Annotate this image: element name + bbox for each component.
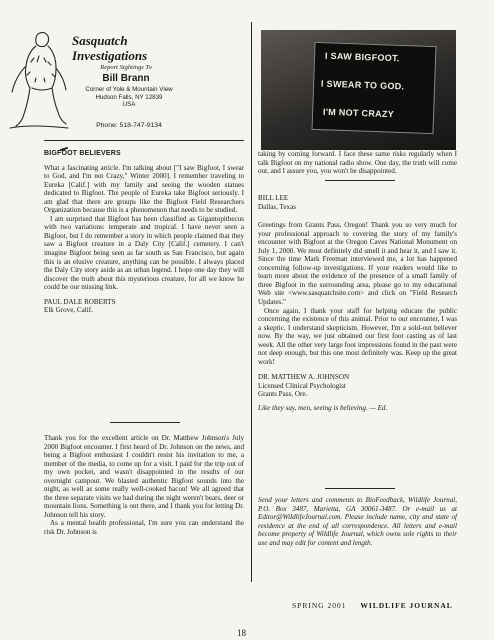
divider-right-1	[325, 180, 395, 181]
letter-2-paragraph-1: Thank you for the excellent article on Dr. Matthew Johnson's July 2000 Bigfoot encounter. I first heard of Dr. Johnson on the news, and being a Bigfoot enthusiast I couldn't resist his invitation to me, a member of the media, to come up for a visit. I paid for the trip out of my own pocket, and wasn't disappointed in the results of our overnight campout. We blasted authentic Bigfoot sounds into the night, as well as some really well-cooked bacon! We all agreed that the three separate visits we had during the night weren't bears, deer or mountain lions. Something is out there, and I thank you for letting Dr. Johnson tell his story.	[44, 434, 244, 519]
submission-note: Send your letters and comments to BioFeedback, Wildlife Journal, P.O. Box 3487, Marietta, GA 30061-3487. Or e-mail us at Editor@WildlifeJournal.com. Please include name, city and state of residence at the end of all correspondence. All letters and e-mail become property of Wildlife Journal, which owns sole rights to their use and may edit for content and length.	[258, 496, 457, 547]
divider-column	[251, 22, 252, 582]
page-number: 18	[237, 628, 246, 638]
ad-title: Sasquatch Investigations	[72, 33, 148, 63]
letter-3-paragraph-1: Greetings from Grants Pass, Oregon! Thank you so very much for your professional approach to covering the story of my family's encounter with Bigfoot at the Oregon Caves National Monument on July 1, 2000. We most definitely did smell it and hear it, and I saw it. Since the time Mark Freeman interviewed me, a lot has happened concerning follow-up investigations. If your readers would like to learn more about the evidence of the presence of a small family of three Bigfoot in the surrounding area, please go to my educational Web site <www.sasquatchsite.com> and click on "Field Research Updates."	[258, 221, 457, 307]
sticker-line-2: I SWEAR TO GOD.	[320, 78, 405, 92]
signature-3-name: DR. MATTHEW A. JOHNSON	[258, 373, 350, 382]
letter-3-paragraph-2: Once again, I thank your staff for helping educate the public concerning the existence of this animal. Prior to our encounter, I was a skeptic. I understand skepticism. However, I'm a sold-out believer now. By the way, we just obtained our first foot casting as of last week. All the other very large foot impressions found in the past were not deep enough, but this one most definitely was. Keep up the great work!	[258, 306, 457, 366]
letter-1-paragraph-2: I am surprised that Bigfoot has been classified as Gigantopithecus with two variations: temperate and tropical. I have never seen a Bigfoot, but I do remember a story in which people claimed that they saw a Bigfoot creature in a Daly City [Calif.] cemetery. I can't imagine Bigfoot being seen as far south as San Francisco, but again this is an elusive creature, anything can be possible. I always placed the Daly City story aside as an urban legend. I hope one day they will discover the truth about this mysterious creature, for all we know he could be our missing link.	[44, 214, 244, 292]
signature-3-place: Grants Pass, Ore.	[258, 390, 308, 399]
sasquatch-ad	[8, 20, 178, 136]
submission-info	[258, 496, 457, 547]
ad-report-line: Report Sightings To	[100, 64, 152, 71]
left-column-lower	[44, 434, 244, 537]
letter-1-paragraph-1: What a fascinating article. I'm talking about ["I saw Bigfoot, I swear to God, and I'm not Crazy," Winter 2000]. I remember traveling to Eureka [Calif.] with my family and seeing the wooden statues dedicated to Bigfoot. The people of Eureka take Bigfoot seriously. I am glad that there are groups like the Bigfoot Field Researchers Organization because this is a phenomenon that needs to be studied.	[44, 163, 244, 215]
sticker-line-3: I'M NOT CRAZY	[322, 106, 395, 120]
section-heading: BIGFOOT BELIEVERS	[44, 150, 121, 157]
sticker-line-1: I SAW BIGFOOT.	[324, 50, 400, 64]
sasquatch-sketch-icon	[8, 28, 70, 132]
signature-1-place: Elk Grove, Calif.	[44, 306, 93, 315]
footer-magazine: WILDLIFE JOURNAL	[360, 601, 453, 610]
editor-note: Like they say, men, seeing is believing. — Ed.	[258, 404, 388, 413]
divider-left-1	[110, 422, 180, 423]
divider-top-left	[44, 140, 244, 141]
divider-right-2	[325, 488, 395, 489]
right-column-mid	[258, 194, 457, 413]
footer-issue: SPRING 2001	[292, 601, 347, 610]
right-column-top	[258, 150, 457, 176]
signature-2-place: Dallas, Texas	[258, 202, 296, 211]
letter-2-continued: taking by coming forward. I face these same risks regularly when I talk Bigfoot on my national radio show. One day, the truth will come out, and I assure you, you won't be disappointed.	[258, 150, 457, 176]
page-footer	[292, 601, 482, 610]
signature-1-name: PAUL DALE ROBERTS	[44, 297, 116, 306]
signature-3-title: Licensed Clinical Psychologist	[258, 381, 346, 390]
signature-2-name: BILL LEE	[258, 194, 289, 202]
ad-phone: Phone: 518-747-9134	[96, 122, 162, 129]
left-column	[44, 150, 244, 315]
ad-contact-name: Bill Brann	[102, 73, 150, 84]
bumper-sticker-photo	[261, 30, 456, 150]
letter-2-paragraph-2: As a mental health professional, I'm sure you can understand the risk Dr. Johnson is	[44, 519, 244, 537]
ad-address: Corner of Yole & Mountain View Hudson Falls, NY 12839 USA	[85, 86, 173, 109]
